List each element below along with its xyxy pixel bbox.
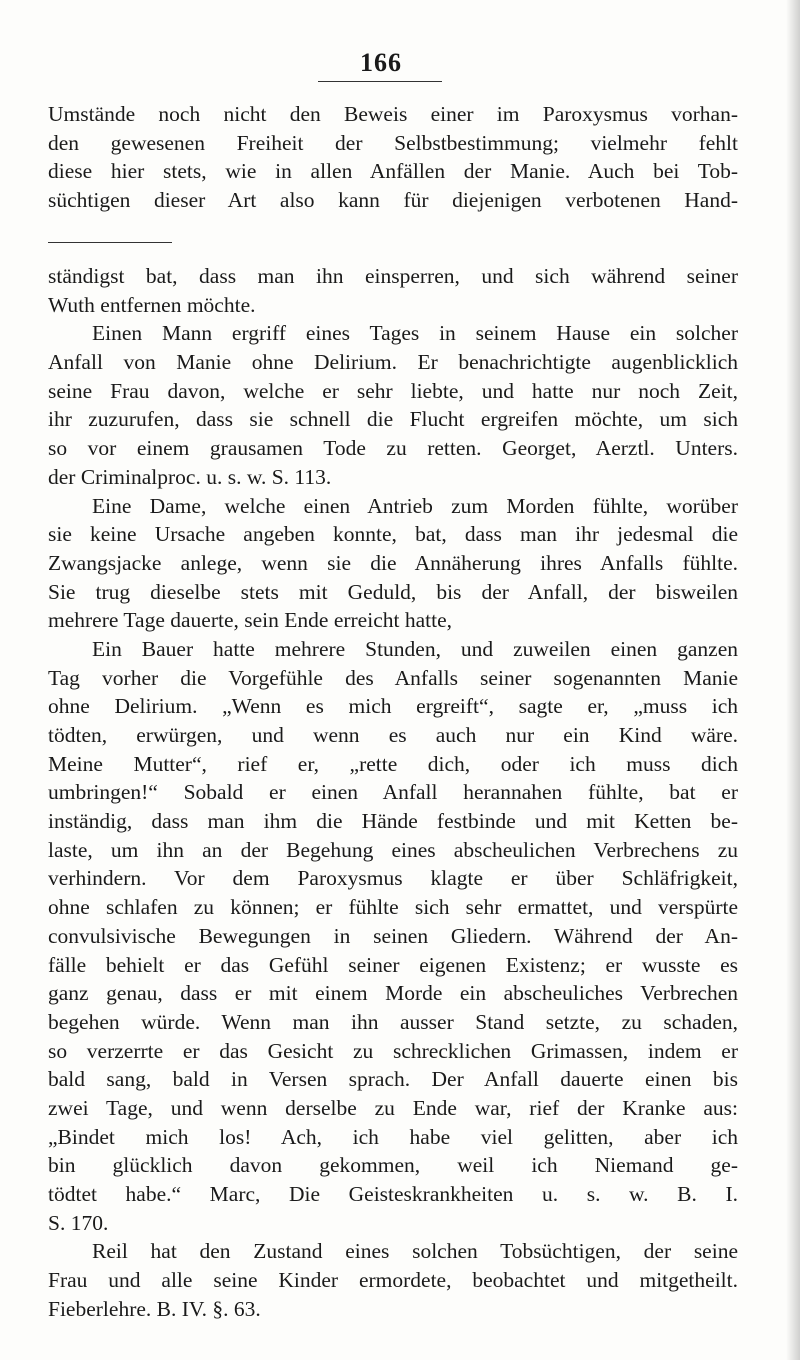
text-line: bin glücklich davon gekommen, weil ich Niemand ge- <box>48 1153 738 1178</box>
text-line: süchtigen dieser Art also kann für diejenigen verbotenen Hand- <box>48 188 738 213</box>
text-line: Einen Mann ergriff eines Tages in seinem Hause ein solcher <box>92 321 738 346</box>
text-line: zwei Tage, und wenn derselbe zu Ende war, rief der Kranke aus: <box>48 1095 738 1120</box>
text-line: convulsivische Bewegungen in seinen Gliedern. Während der An- <box>48 923 738 948</box>
text-line: so verzerrte er das Gesicht zu schrecklichen Grimassen, indem er <box>48 1038 738 1063</box>
text-line: Frau und alle seine Kinder ermordete, beobachtet und mitgetheilt. <box>48 1268 738 1293</box>
text-line: Tag vorher die Vorgefühle des Anfalls seiner sogenannten Manie <box>48 665 738 690</box>
top-paragraph <box>48 100 738 215</box>
text-line: Umstände noch nicht den Beweis einer im Paroxysmus vorhan- <box>48 102 738 126</box>
text-line: ganz genau, dass er mit einem Morde ein abscheuliches Verbrechen <box>48 981 738 1006</box>
text-line: S. 170. <box>48 1210 109 1235</box>
text-line: laste, um ihn an der Begehung eines abscheulichen Verbrechens zu <box>48 837 738 862</box>
text-line: begehen würde. Wenn man ihn ausser Stand setzte, zu schaden, <box>48 1009 738 1034</box>
divider-rule <box>48 242 172 243</box>
text-line: umbringen!“ Sobald er einen Anfall herannahen fühlte, bat er <box>48 780 738 805</box>
text-line: Reil hat den Zustand eines solchen Tobsüchtigen, der seine <box>92 1239 738 1264</box>
text-line: fälle behielt er das Gefühl seiner eigenen Existenz; er wusste es <box>48 952 738 977</box>
text-line: tödtet habe.“ Marc, Die Geisteskrankheiten u. s. w. B. I. <box>48 1182 738 1206</box>
text-line: inständig, dass man ihm die Hände festbinde und mit Ketten be- <box>48 809 738 834</box>
text-line: Zwangsjacke anlege, wenn sie die Annäherung ihres Anfalls fühlte. <box>48 550 738 575</box>
text-line: den gewesenen Freiheit der Selbstbestimmung; vielmehr fehlt <box>48 130 738 155</box>
text-line: Ein Bauer hatte mehrere Stunden, und zuweilen einen ganzen <box>92 636 738 661</box>
text-line: tödten, erwürgen, und wenn es auch nur ein Kind wäre. <box>48 723 738 747</box>
text-line: ohne Delirium. „Wenn es mich ergreift“, sagte er, „muss ich <box>48 694 738 719</box>
text-line: so vor einem grausamen Tode zu retten. Georget, Aerztl. Unters. <box>48 436 738 461</box>
text-line: ständigst bat, dass man ihn einsperren, und sich während seiner <box>48 264 738 288</box>
page-edge-shadow <box>786 0 800 1360</box>
text-line: ohne schlafen zu können; er fühlte sich sehr ermattet, und verspürte <box>48 895 738 920</box>
text-line: Wuth entfernen möchte. <box>48 292 256 317</box>
main-text <box>48 262 738 1323</box>
text-line: verhindern. Vor dem Paroxysmus klagte er über Schläfrigkeit, <box>48 866 738 891</box>
header-rule <box>318 81 442 82</box>
text-line: Sie trug dieselbe stets mit Geduld, bis der Anfall, der bisweilen <box>48 579 738 604</box>
text-line: bald sang, bald in Versen sprach. Der Anfall dauerte einen bis <box>48 1067 738 1092</box>
text-line: diese hier stets, wie in allen Anfällen der Manie. Auch bei Tob- <box>48 159 738 184</box>
text-line: Meine Mutter“, rief er, „rette dich, oder ich muss dich <box>48 751 738 776</box>
page-number: 166 <box>360 48 402 77</box>
text-line: der Criminalproc. u. s. w. S. 113. <box>48 464 332 489</box>
text-line: ihr zuzurufen, dass sie schnell die Flucht ergreifen möchte, um sich <box>48 407 738 432</box>
text-line: sie keine Ursache angeben konnte, bat, dass man ihr jedesmal die <box>48 522 738 547</box>
text-line: „Bindet mich los! Ach, ich habe viel gelitten, aber ich <box>48 1124 738 1149</box>
text-line: Eine Dame, welche einen Antrieb zum Morden fühlte, worüber <box>92 493 738 518</box>
text-line: seine Frau davon, welche er sehr liebte, und hatte nur noch Zeit, <box>48 378 738 403</box>
text-line: Anfall von Manie ohne Delirium. Er benachrichtigte augenblicklich <box>48 350 738 375</box>
text-line: mehrere Tage dauerte, sein Ende erreicht hatte, <box>48 608 452 633</box>
text-line: Fieberlehre. B. IV. §. 63. <box>48 1296 261 1321</box>
